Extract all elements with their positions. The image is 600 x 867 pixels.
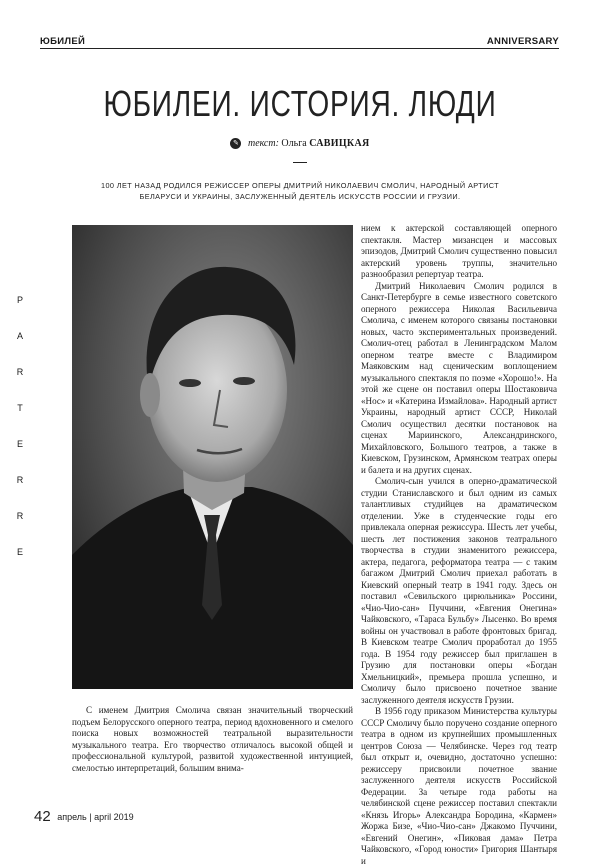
page-title: ЮБИЛЕИ. ИСТОРИЯ. ЛЮДИ (103, 83, 497, 124)
pen-icon: ✎ (230, 138, 241, 149)
side-label-letter: E (16, 547, 23, 557)
title-dash (293, 162, 307, 163)
side-label-letter: E (16, 439, 23, 449)
page-footer (34, 808, 134, 825)
paragraph: нием к актерской составляющей оперного спектакля. Мастер мизансцен и массовых эпизодов, Дмитрий Смолич существенно повысил актерский уровень труппы, значительно разнообразил репертуар театра. (361, 223, 557, 279)
side-label-letter: T (17, 403, 23, 413)
paragraph: Дмитрий Николаевич Смолич родился в Санкт-Петербурге в семье известного советского оперного режиссера Николая Васильевича Смолича, с именем которого связаны постановки новых, часто экспериментальных произведений. Смолич-отец работал в Ленинградском Малом оперном театре вместе с Владимиром Маяковским над сценическим воплощением музыкального спектакля по поэме «Хорошо!». На этой же сцене он поставил оперы Шостаковича «Нос» и «Катерина Измайлова». Народный артист Украины, народный артист СССР, Николай Смолич осуществил десятки постановок на сценах Мариинского, Александринского, Михайловского, Большого театров, а также в Киевском, Грузинском, Армянском театрах оперы и балета и на других сценах. (361, 280, 557, 475)
side-label-letter: R (16, 367, 24, 377)
page-number: 42 (34, 808, 51, 825)
issue-date: апрель | april 2019 (57, 812, 134, 822)
side-label-letter: R (16, 475, 24, 485)
byline-label: текст: (247, 138, 279, 149)
lead-text: 100 ЛЕТ НАЗАД РОДИЛСЯ РЕЖИССЕР ОПЕРЫ ДМИТРИЙ НИКОЛАЕВИЧ СМОЛИЧ, НАРОДНЫЙ АРТИСТ БЕЛАРУСИ И УКРАИНЫ, ЗАСЛУЖЕННЫЙ ДЕЯТЕЛЬ ИСКУССТВ РОССИИ И ГРУЗИИ. (100, 181, 499, 201)
paragraph: С именем Дмитрия Смолича связан значительный творческий подъем Белорусского оперного театра, период вдохновенного и смелого поиска новых возможностей театральной выразительности музыкального театра. Его творчество отличалось высокой общей и профессиональной культурой, развитой художественной интуицией, смелостью интерпретаций, большим внима- (72, 705, 353, 773)
header-rule (40, 48, 559, 49)
byline (0, 138, 600, 149)
section-label: ЮБИЛЕЙ (40, 36, 86, 47)
section-label-en: ANNIVERSARY (486, 36, 559, 47)
side-label-letter: A (16, 331, 23, 341)
author-first: Ольга (281, 138, 307, 149)
side-label (14, 295, 26, 583)
column-left (72, 705, 353, 774)
column-right (361, 223, 557, 867)
side-label-letter: R (16, 511, 24, 521)
side-label-letter: P (16, 295, 23, 305)
paragraph: Смолич-сын учился в оперно-драматической студии Станиславского и был одним из самых талантливых студийцев на драматическом отделении. Уже в студенческие годы его привлекала оперная режиссура. Шесть лет учебы, шесть лет постижения законов театрального творчества в студии знаменитого режиссера, актера, педагога, реформатора театра — с таким багажом Дмитрий Смолич приехал работать в Киевский оперный театр в 1941 году. Здесь он поставил «Севильского цирюльника» Россини, «Чио-Чио-сан» Пуччини, «Евгения Онегина» Чайковского, «Тараса Бульбу» Лысенко. Во время войны он участвовал в работе фронтовых бригад. В Киевском театре Смолич проработал до 1955 года. В 1954 году режиссер был приглашен в Грузию для постановки оперы «Богдан Хмельницкий», премьера прошла успешно, и Смоличу было присвоено почетное звание заслуженного деятеля искусств Грузии. (361, 476, 557, 705)
portrait-photo (72, 225, 353, 689)
author-last: САВИЦКАЯ (309, 138, 370, 149)
paragraph: В 1956 году приказом Министерства культуры СССР Смоличу было поручено создание оперного театра в одном из крупнейших промышленных центров Союза — Челябинске. Через год театр был открыт и, очевидно, достаточно успешно: режиссеру присвоили почетное звание заслуженного деятеля искусств Российской Федерации. За четыре года работы на челябинской сцене режиссер поставил спектакли «Князь Игорь» Александра Бородина, «Кармен» Жоржа Бизе, «Чио-Чио-сан» Джакомо Пуччини, «Евгений Онегин», «Пиковая дама» Петра Чайковского, «Город юности» Григория Шантыря и (361, 706, 557, 866)
